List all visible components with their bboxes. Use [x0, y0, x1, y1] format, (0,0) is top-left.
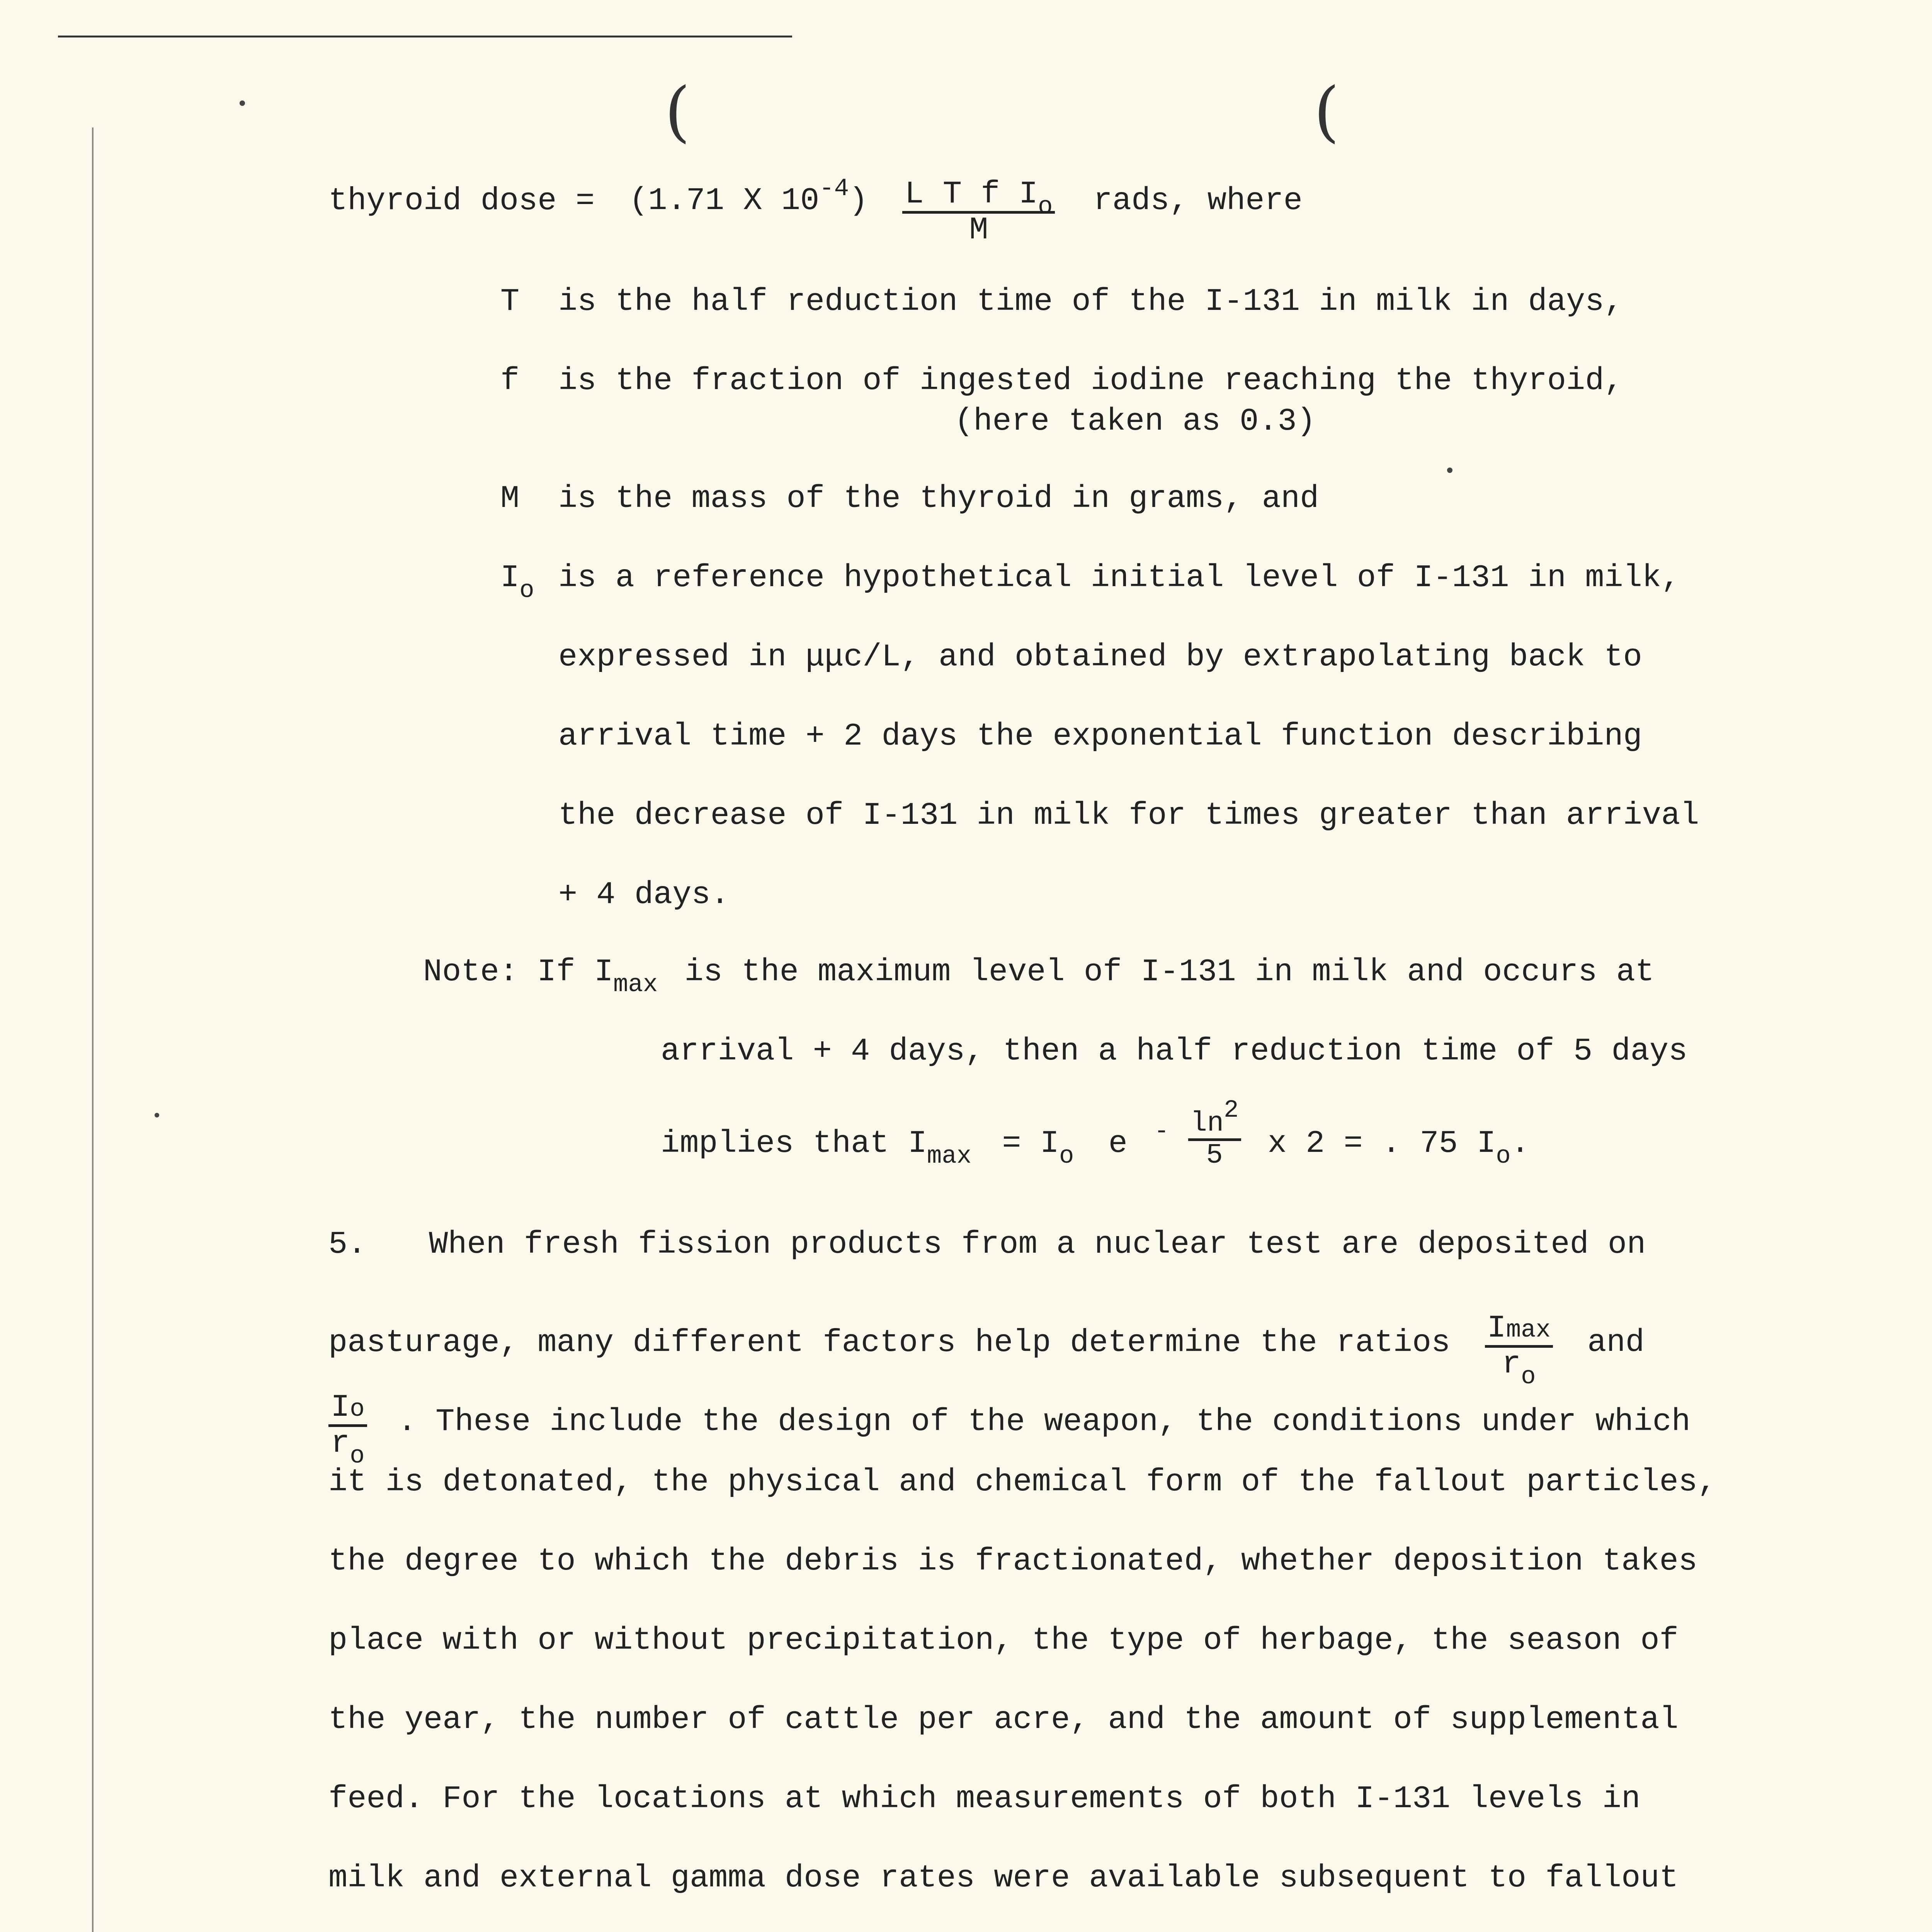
def-text: is the fraction of ingested iodine reaching the thyroid, [558, 363, 1623, 399]
para5-line-8: feed. For the locations at which measurements of both I-131 levels in [328, 1781, 1641, 1817]
def-symbol: T [500, 284, 520, 320]
def-text: is the mass of the thyroid in grams, and [558, 481, 1319, 517]
note-sub: max [613, 971, 658, 999]
hook-mark-left: ( [665, 73, 690, 150]
left-edge-line [92, 128, 94, 1932]
note-line-2: arrival + 4 days, then a half reduction time of 5 days [661, 1033, 1688, 1069]
def-f-continuation: (here taken as 0.3) [954, 403, 1316, 439]
speck [1447, 468, 1452, 473]
para5-line-7: the year, the number of cattle per acre, and the amount of supplemental [328, 1702, 1679, 1738]
note-line-3: implies that $I_{max} = I_o$ e - $\frac{\ln 2}{5}$ x 2 = . 75 $I_o$. [661, 1097, 1530, 1171]
formula-fraction [902, 178, 1055, 247]
def-T [500, 286, 1623, 318]
para5-number: 5. [328, 1226, 367, 1262]
def-Io-line: expressed in μμc/L, and obtained by extrapolating back to [558, 639, 1642, 675]
def-Io-line: + 4 days. [558, 877, 730, 913]
ratio-imax-ro: $\frac{Imax}{r_o}$ [1485, 1312, 1553, 1381]
formula-numerator: L T f I [905, 176, 1038, 212]
formula-tail: rads, where [1093, 183, 1303, 219]
def-Io-line: arrival time + 2 days the exponential function describing [558, 718, 1642, 754]
def-M [500, 483, 1319, 515]
para5-line-9: milk and external gamma dose rates were available subsequent to fallout [328, 1860, 1679, 1896]
def-f [500, 365, 1623, 397]
def-Io [500, 560, 1680, 605]
formula-denominator: M [969, 212, 988, 248]
para5-line-6: place with or without precipitation, the type of herbage, the season of [328, 1622, 1679, 1658]
def-text: is a reference hypothetical initial level of I-131 in milk, [558, 560, 1680, 596]
def-text: is the half reduction time of the I-131 in milk in days, [558, 284, 1623, 320]
def-Io-line: the decrease of I-131 in milk for times greater than arrival [558, 798, 1699, 833]
note-line-1: Note: If $I_{max}$ is the maximum level of I-131 in milk and occurs at [423, 954, 1655, 999]
def-symbol: $I_o$ [500, 560, 534, 605]
formula-coef-close: ) [849, 183, 868, 219]
top-rule [58, 36, 792, 37]
para5-line-4: it is detonated, the physical and chemical form of the fallout particles, [328, 1464, 1717, 1500]
def-symbol: M [500, 481, 520, 517]
hook-mark-right: ( [1314, 73, 1340, 150]
def-symbol: f [500, 363, 520, 399]
para5-line-5: the degree to which the debris is fractionated, whether deposition takes [328, 1543, 1697, 1579]
formula-coef: (1.71 X 10 [629, 183, 820, 219]
formula-lhs: thyroid dose = [328, 183, 595, 219]
para5-line-3: $\frac{Io}{r_o}$ . These include the design of the weapon, the conditions under which [328, 1387, 1690, 1456]
speck [240, 100, 245, 106]
para5-line-1: 5. When fresh fission products from a nuclear test are deposited on [328, 1226, 1646, 1262]
thyroid-dose-formula [328, 166, 1303, 248]
exponent-fraction: $\frac{\ln 2}{5}$ [1188, 1109, 1241, 1170]
ratio-io-ro: $\frac{Io}{r_o}$ [328, 1391, 367, 1460]
formula-numerator-sub: o [1037, 193, 1053, 221]
formula-coef-exp: -4 [819, 175, 849, 203]
para5-line-2: pasturage, many different factors help determine the ratios $\frac{Imax}{r_o}$ and [328, 1310, 1645, 1391]
speck [155, 1113, 159, 1117]
